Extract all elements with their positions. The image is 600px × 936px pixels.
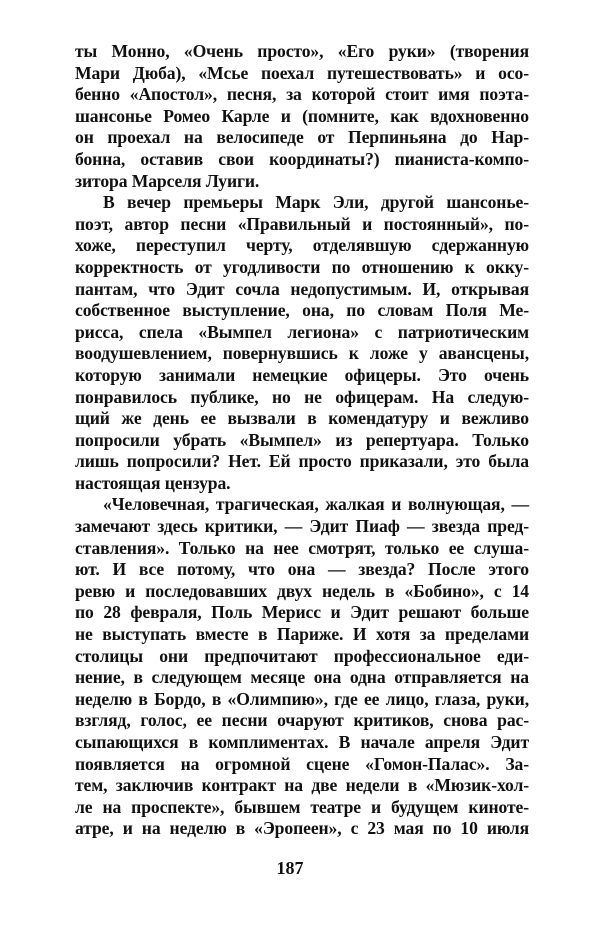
text-line: неделю в Бордо, в «Олимпию», где ее лицо, глаза, руки, (75, 688, 529, 709)
text-line: шансонье Ромео Карле и (помните, как вдохновенно (75, 105, 529, 126)
text-line: пантам, что Эдит сочла недопустимым. И, открывая (75, 278, 529, 299)
text-line: «Человечная, трагическая, жалкая и волнующая, — (103, 494, 529, 515)
text-line: Мари Дюба), «Мсье поехал путешествовать» и осо- (75, 62, 529, 83)
text-line: ставления». Только на нее смотрят, только ее слуша- (75, 537, 529, 558)
text-line: ют. И все потому, что она — звезда? После этого (75, 559, 529, 580)
text-line: лишь попросили? Нет. Ей просто приказали, это была (75, 451, 529, 472)
text-line: рисса, спела «Вымпел легиона» с патриотическим (75, 321, 529, 342)
text-line: нение, в следующем месяце она одна отправляется на (75, 667, 529, 688)
text-line: атре, и на неделю в «Эропеен», с 23 мая по 10 июля (75, 818, 529, 839)
text-line: бонна, оставив свои координаты?) пианиста-компо- (75, 148, 529, 169)
text-line: понравилось публике, но не офицерам. На следую- (75, 386, 529, 407)
text-line: по 28 февраля, Поль Мерисс и Эдит решают больше (75, 602, 529, 623)
text-line: он проехал на велосипеде от Перпиньяна до Нар- (75, 127, 529, 148)
text-line: не выступать вместе в Париже. И хотя за пределами (75, 624, 529, 645)
text-line: поэт, автор песни «Правильный и постоянный», по- (75, 213, 529, 234)
text-line: ты Монно, «Очень просто», «Его руки» (творения (75, 41, 529, 61)
text-line: воодушевлением, повернувшись к ложе у авансцены, (75, 343, 529, 364)
text-line: В вечер премьеры Марк Эли, другой шансонье- (103, 192, 529, 213)
text-line: тем, заключив контракт на две недели в «Мюзик-хол- (75, 775, 529, 796)
page-number: 187 (276, 858, 304, 878)
text-line: сыпающихся в комплиментах. В начале апреля Эдит (75, 732, 529, 752)
text-line: ревю и последовавших двух недель в «Бобино», с 14 (75, 580, 529, 601)
text-line: замечают здесь критики, — Эдит Пиаф — звезда пред- (75, 516, 529, 537)
text-line: которую занимали немецкие офицеры. Это очень (75, 364, 529, 385)
text-line: появляется на огромной сцене «Гомон-Палас». За- (75, 753, 529, 774)
text-line: настоящая цензура. (75, 472, 231, 493)
text-line: зитора Марселя Луиги. (75, 170, 260, 191)
text-line: корректность от угодливости по отношению к окку- (75, 256, 529, 277)
book-page-text (75, 41, 529, 840)
text-line: ле на проспекте», бывшем театре и будущем киноте- (75, 796, 529, 817)
text-line: щий же день ее вызвали в комендатуру и вежливо (75, 408, 529, 429)
text-line: собственное выступление, она, по словам Поля Ме- (75, 300, 529, 321)
text-line: попросили убрать «Вымпел» из репертуара. Только (75, 429, 529, 450)
text-line: столицы они предпочитают профессиональное еди- (75, 645, 529, 666)
text-line: взгляд, голос, ее песни очаруют критиков, снова рас- (75, 710, 529, 731)
text-line: бенно «Апостол», песня, за которой стоит имя поэта- (75, 84, 529, 105)
text-line: хоже, переступил черту, отделявшую сдержанную (75, 235, 529, 256)
